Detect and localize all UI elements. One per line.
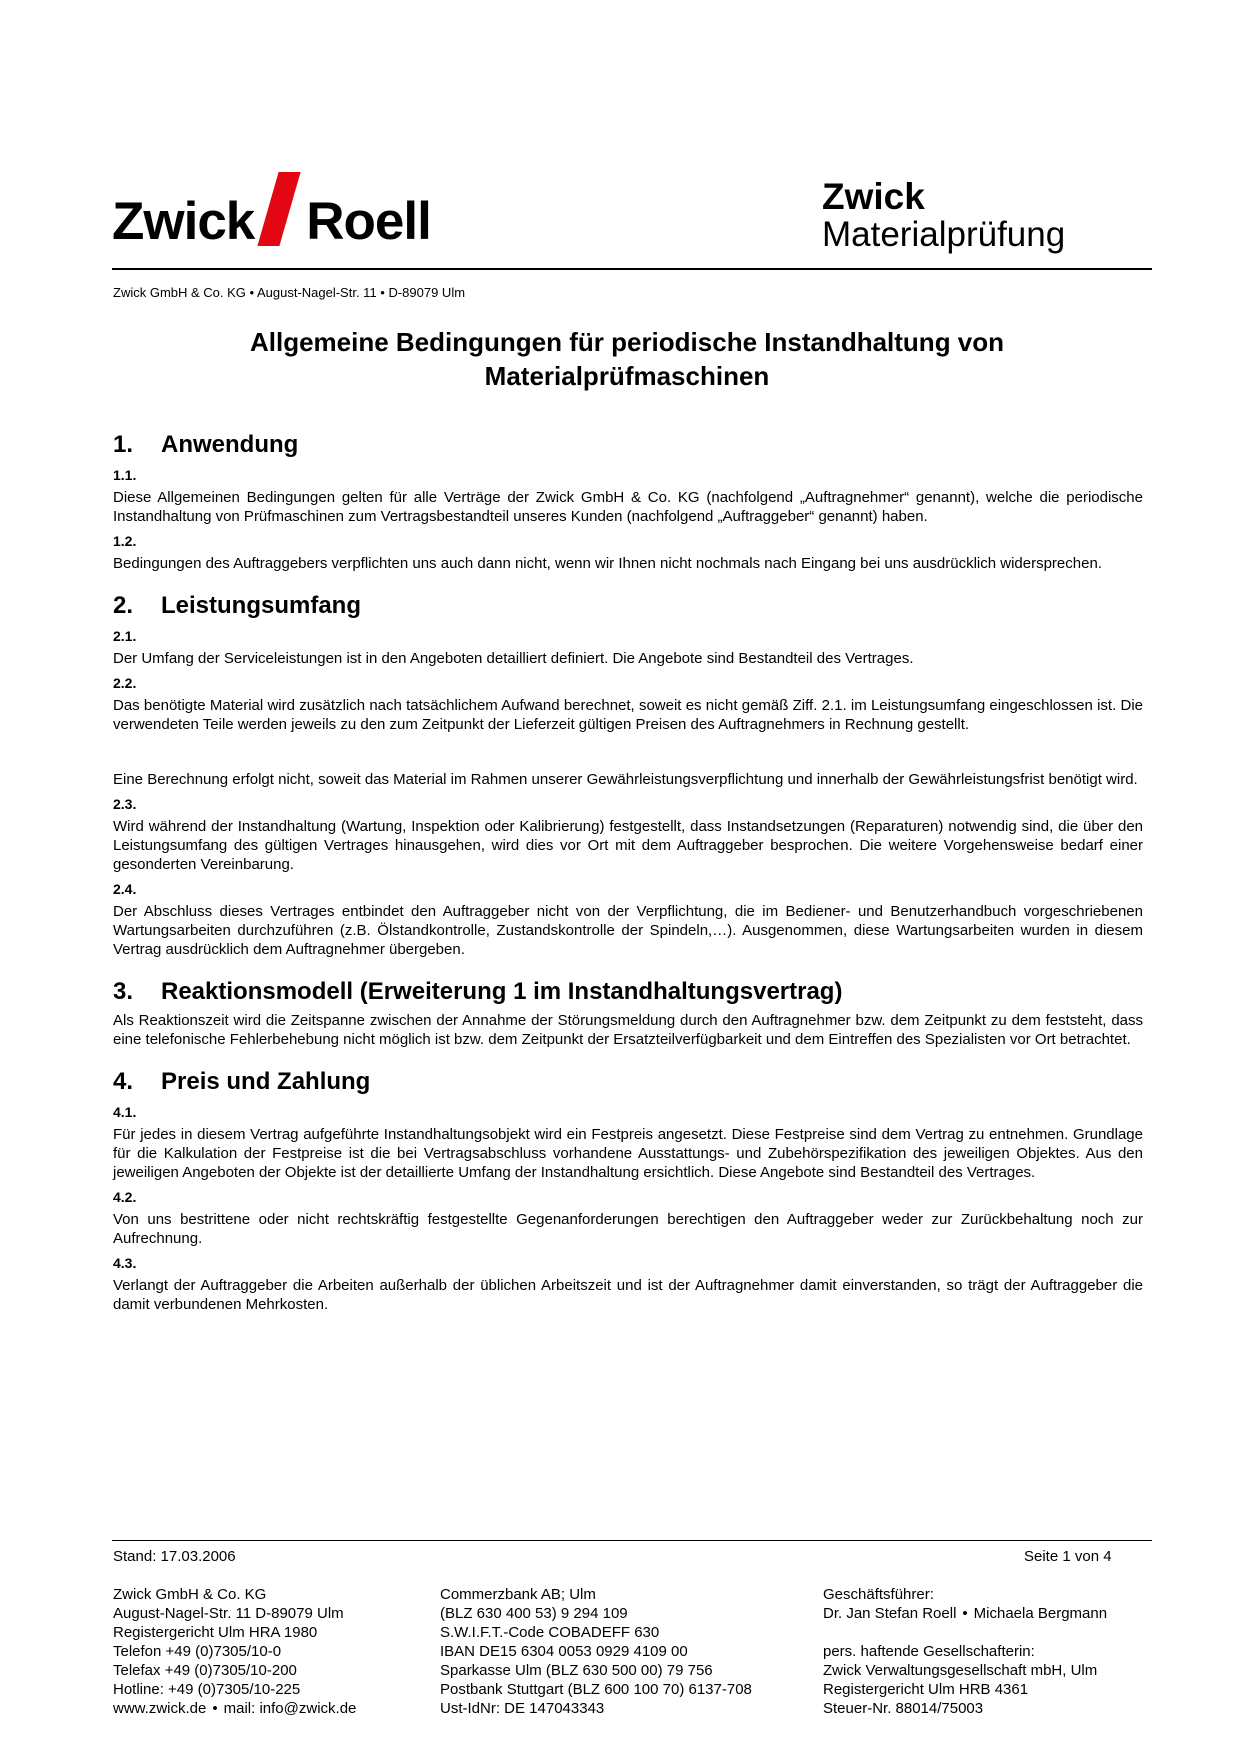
zwick-roell-logo	[112, 168, 431, 251]
footer-line: Zwick GmbH & Co. KG	[113, 1586, 267, 1603]
logo-red-slash	[258, 172, 301, 246]
clause-number: 1.1.	[113, 467, 137, 483]
clause-text: Der Abschluss dieses Vertrages entbindet den Auftraggeber nicht von der Verpflichtung, die im Bediener- und Benutzerhandbuch vorgeschriebenen Wartungsarbeiten durchzuführen (z.B. Ölstandkontrolle, Zustandskontrolle der Spindeln,…). Ausgenommen, diese Wartungsarbeiten wurden in diesem Vertrag ausdrücklich dem Auftragnehmer übergeben.	[113, 903, 1143, 958]
section-number: 3.	[113, 978, 134, 1005]
footer-rule	[112, 1540, 1152, 1541]
clause-text: Von uns bestrittene oder nicht rechtskräftig festgestellte Gegenanforderungen berechtigen den Auftraggeber weder zur Zurückbehaltung noch zur Aufrechnung.	[113, 1211, 1143, 1247]
footer-line: S.W.I.F.T.-Code COBADEFF 630	[440, 1624, 660, 1641]
footer-line: August-Nagel-Str. 11 D-89079 Ulm	[113, 1605, 344, 1622]
footer-line: Geschäftsführer:	[823, 1586, 934, 1603]
footer-line: Telefon +49 (0)7305/10-0	[113, 1643, 282, 1660]
document-date: Stand: 17.03.2006	[113, 1548, 236, 1565]
sender-address: Zwick GmbH & Co. KG • August-Nagel-Str. 11 • D-89079 Ulm	[113, 285, 466, 300]
clause-text: Diese Allgemeinen Bedingungen gelten für alle Verträge der Zwick GmbH & Co. KG (nachfolgend „Auftragnehmer“ genannt), welche die periodische Instandhaltung von Prüfmaschinen zum Vertragsbestandteil unseres Kunden (nachfolgend „Auftraggeber“ genannt) haben.	[113, 489, 1143, 525]
director-name: Michaela Bergmann	[973, 1605, 1108, 1622]
clause-number: 2.1.	[113, 628, 137, 644]
clause-text: Eine Berechnung erfolgt nicht, soweit das Material im Rahmen unserer Gewährleistungsverpflichtung und innerhalb der Gewährleistungsfrist benötigt wird.	[113, 771, 1138, 788]
brand-name: Zwick	[822, 176, 925, 217]
footer-line: Hotline: +49 (0)7305/10-225	[113, 1681, 301, 1698]
clause-text: Der Umfang der Serviceleistungen ist in den Angeboten detailliert definiert. Die Angebote sind Bestandteil des Vertrages.	[113, 650, 914, 667]
email-link[interactable]: mail: info@zwick.de	[223, 1700, 357, 1717]
director-name: Dr. Jan Stefan Roell	[823, 1605, 957, 1622]
footer-line: IBAN DE15 6304 0053 0929 4109 00	[440, 1643, 688, 1660]
clause-text: Bedingungen des Auftraggebers verpflichten uns auch dann nicht, wenn wir Ihnen nicht nochmals nach Eingang bei uns ausdrücklich widersprechen.	[113, 555, 1102, 572]
clause-number: 2.4.	[113, 881, 137, 897]
header-rule	[112, 268, 1152, 270]
footer-line: Sparkasse Ulm (BLZ 630 500 00) 79 756	[440, 1662, 713, 1679]
footer-line: Commerzbank AB; Ulm	[440, 1586, 596, 1603]
footer-line: (BLZ 630 400 53) 9 294 109	[440, 1605, 628, 1622]
clause-text: Als Reaktionszeit wird die Zeitspanne zwischen der Annahme der Störungsmeldung durch den Auftragnehmer bzw. dem Zeitpunkt zu dem feststeht, dass eine telefonische Fehlerbehebung nicht möglich ist bzw. dem Zeitpunkt der Ersatzteilverfügbarkeit und dem Eintreffen des Spezialisten vor Ort betrachtet.	[113, 1012, 1143, 1048]
section-title: Leistungsumfang	[161, 592, 362, 619]
footer-bank-column	[440, 1585, 752, 1718]
footer-line: Telefax +49 (0)7305/10-200	[113, 1662, 297, 1679]
logo-right-word: Roell	[306, 192, 431, 251]
footer-line: Steuer-Nr. 88014/75003	[823, 1700, 984, 1717]
footer-spacer	[823, 1623, 1107, 1642]
brand-block	[822, 178, 1065, 254]
managing-directors-line	[823, 1604, 1107, 1623]
clause-number: 4.3.	[113, 1255, 137, 1271]
section-number: 4.	[113, 1068, 134, 1095]
footer-line: Registergericht Ulm HRB 4361	[823, 1681, 1029, 1698]
title-line-2: Materialprüfmaschinen	[484, 361, 770, 391]
title-line-1: Allgemeine Bedingungen für periodische Instandhaltung von	[249, 327, 1005, 357]
section-number: 2.	[113, 592, 134, 619]
footer-line: Ust-IdNr: DE 147043343	[440, 1700, 605, 1717]
section-title: Anwendung	[161, 431, 299, 458]
bullet-icon: •	[212, 1700, 218, 1717]
paragraph-gap	[113, 734, 1143, 766]
section-2-heading	[113, 591, 1143, 621]
document-title	[112, 325, 1142, 393]
footer-line: Registergericht Ulm HRA 1980	[113, 1624, 318, 1641]
footer-management-column	[823, 1585, 1107, 1718]
footer-line: Postbank Stuttgart (BLZ 600 100 70) 6137-708	[440, 1681, 752, 1698]
footer-company-column	[113, 1585, 356, 1718]
website-link[interactable]: www.zwick.de	[113, 1700, 207, 1717]
clause-text: Verlangt der Auftraggeber die Arbeiten außerhalb der üblichen Arbeitszeit und ist der Auftragnehmer damit einverstanden, so trägt der Auftraggeber die damit verbundenen Mehrkosten.	[113, 1277, 1143, 1313]
clause-number: 2.3.	[113, 796, 137, 812]
brand-subtitle: Materialprüfung	[822, 214, 1066, 254]
page-number: Seite 1 von 4	[1024, 1548, 1112, 1565]
section-number: 1.	[113, 431, 134, 458]
clause-number: 1.2.	[113, 533, 137, 549]
section-1-heading	[113, 430, 1143, 460]
clause-text: Wird während der Instandhaltung (Wartung, Inspektion oder Kalibrierung) festgestellt, dass Instandsetzungen (Reparaturen) notwendig sind, die über den Leistungsumfang des gültigen Vertrages hinausgehen, wird dies vor Ort mit dem Auftraggeber besprochen. Die weitere Vorgehensweise bedarf einer gesonderten Vereinbarung.	[113, 818, 1143, 873]
clause-text: Für jedes in diesem Vertrag aufgeführte Instandhaltungsobjekt wird ein Festpreis angesetzt. Diese Festpreise sind dem Vertrag zu entnehmen. Grundlage für die Kalkulation der Festpreise ist die bei Vertragsabschluss vorhandene Ausstattungs- und Zubehörspezifikation des jeweiligen Objektes. Aus den jeweiligen Angeboten der Objekte ist der detaillierte Umfang der Instandhaltung ersichtlich. Diese Angebote sind Bestandteil des Vertrages.	[113, 1126, 1143, 1181]
section-title: Preis und Zahlung	[161, 1068, 371, 1095]
document-body	[113, 430, 1143, 1314]
clause-number: 2.2.	[113, 675, 137, 691]
section-3-heading	[113, 977, 1143, 1007]
clause-text: Das benötigte Material wird zusätzlich nach tatsächlichem Aufwand berechnet, soweit es nicht gemäß Ziff. 2.1. im Leistungsumfang eingeschlossen ist. Die verwendeten Teile werden jeweils zu den zum Zeitpunkt der Lieferzeit gültigen Preisen des Auftragnehmers in Rechnung gestellt.	[113, 697, 1143, 733]
footer-line: Zwick Verwaltungsgesellschaft mbH, Ulm	[823, 1662, 1098, 1679]
bullet-icon: •	[962, 1605, 968, 1622]
clause-number: 4.2.	[113, 1189, 137, 1205]
footer-line: pers. haftende Gesellschafterin:	[823, 1643, 1035, 1660]
section-title: Reaktionsmodell (Erweiterung 1 im Instandhaltungsvertrag)	[161, 978, 843, 1005]
logo-left-word: Zwick	[112, 192, 255, 251]
footer-web-mail-line	[113, 1699, 356, 1718]
clause-number: 4.1.	[113, 1104, 137, 1120]
section-4-heading	[113, 1067, 1143, 1097]
